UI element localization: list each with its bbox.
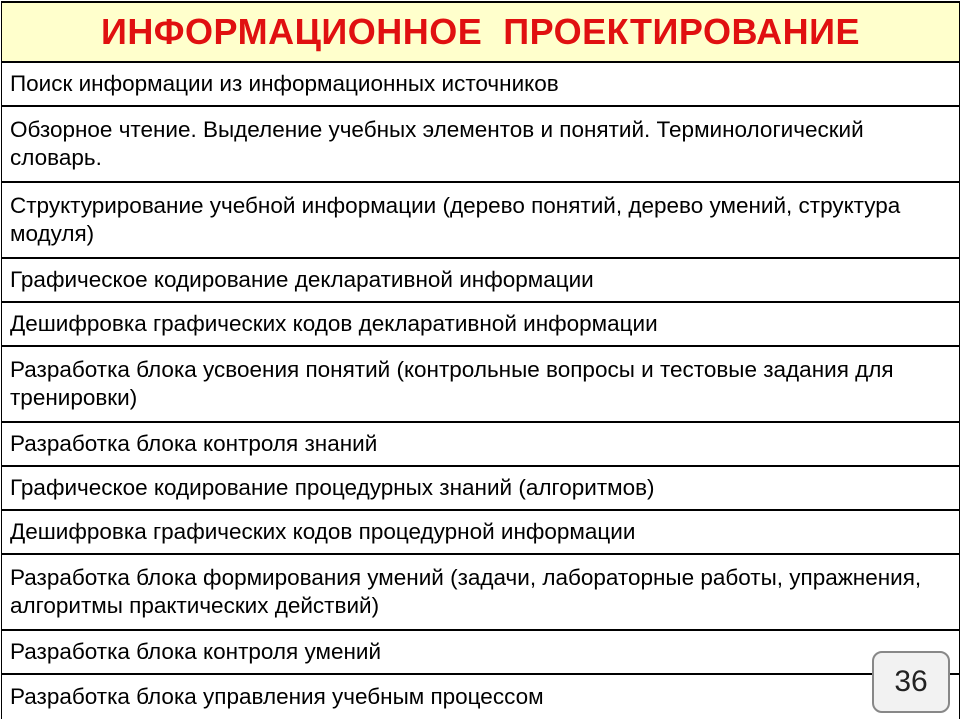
table-row [2,675,959,719]
row-text: Структурирование учебной информации (дерево понятий, дерево умений, структура модуля) [10,193,901,246]
slide-title: ИНФОРМАЦИОННОЕ ПРОЕКТИРОВАНИЕ [100,11,861,52]
table-row [2,63,959,107]
table-row [2,631,959,675]
table-header [2,1,959,63]
table-row [2,555,959,631]
table-row [2,511,959,555]
page-number: 36 [894,665,928,698]
row-text: Поиск информации из информационных источников [10,71,559,96]
table-row [2,183,959,259]
row-text: Разработка блока усвоения понятий (контрольные вопросы и тестовые задания для тренировки) [10,357,894,410]
table-row [2,467,959,511]
row-text: Дешифровка графических кодов процедурной информации [10,519,636,544]
row-text: Разработка блока контроля знаний [10,431,378,456]
table-row [2,259,959,303]
row-text: Разработка блока контроля умений [10,639,382,664]
table-row [2,303,959,347]
table-row [2,423,959,467]
table-row [2,107,959,183]
row-text: Разработка блока управления учебным процессом [10,684,544,709]
row-text: Обзорное чтение. Выделение учебных элементов и понятий. Терминологический словарь. [10,117,864,170]
row-text: Разработка блока формирования умений (задачи, лабораторные работы, упражнения, алгоритмы практических действий) [10,565,922,618]
page-number-badge [872,651,950,713]
row-text: Графическое кодирование декларативной информации [10,267,594,292]
table-row [2,347,959,423]
content-table [1,1,960,719]
row-text: Дешифровка графических кодов декларативной информации [10,311,658,336]
row-text: Графическое кодирование процедурных знаний (алгоритмов) [10,475,655,500]
